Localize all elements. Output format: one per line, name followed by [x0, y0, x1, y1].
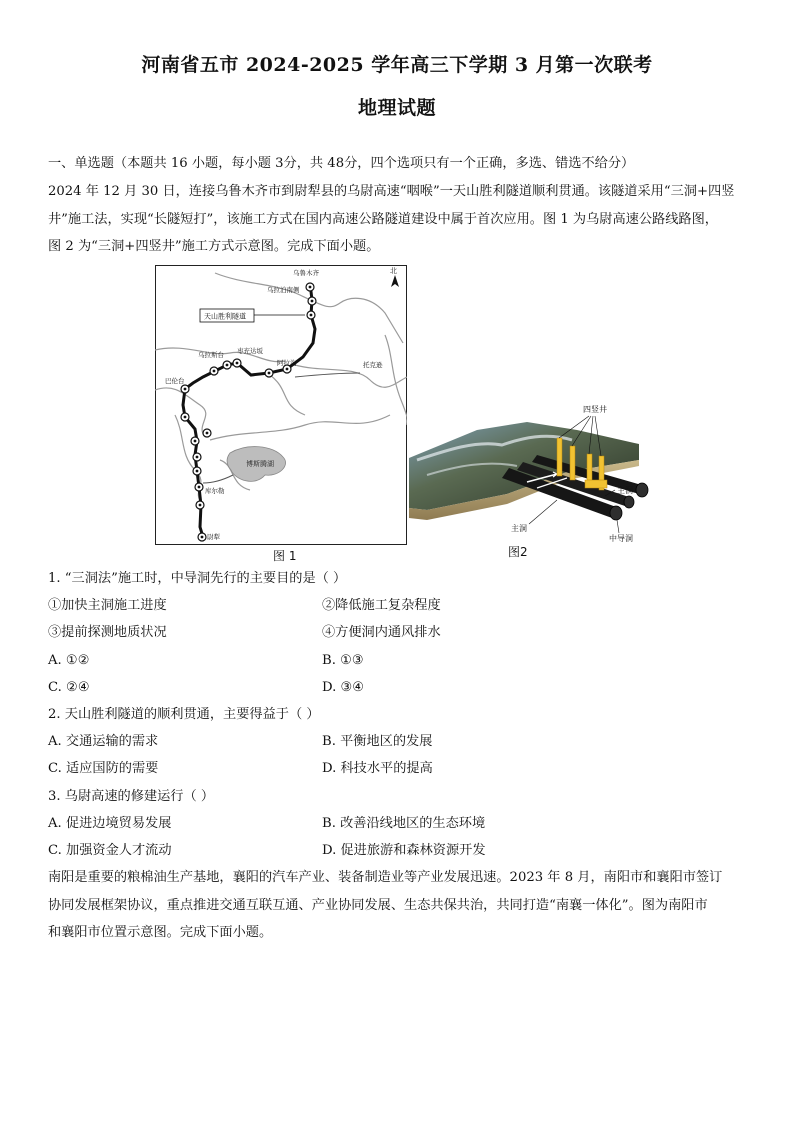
q2-option-a[interactable]: A. 交通运输的需求 — [48, 734, 159, 749]
label-bosihu: 博斯腾湖 — [246, 460, 274, 468]
callout-tianshan-tunnel: 天山胜利隧道 — [204, 312, 246, 321]
label-kuerle: 库尔勒 — [205, 487, 225, 495]
q1-option-d[interactable]: D. ③④ — [322, 680, 365, 695]
q2-option-c[interactable]: C. 适应国防的需要 — [48, 761, 159, 776]
q1-option-b[interactable]: B. ①③ — [322, 653, 364, 668]
label-wulasitai: 乌拉斯台 — [198, 351, 224, 359]
q1-sub-3: ③提前探测地质状况 — [48, 625, 167, 640]
figure1-caption: 图 1 — [273, 549, 297, 563]
exam-subtitle: 地理试题 — [357, 97, 436, 119]
figure1-route-map — [155, 265, 407, 545]
figure2-caption: 图2 — [508, 545, 528, 559]
label-main-tunnel-left: 主洞 — [511, 524, 527, 533]
q2-option-b[interactable]: B. 平衡地区的发展 — [322, 734, 433, 749]
figure2-tunnel-diagram — [407, 400, 657, 545]
q1-sub-1: ①加快主洞施工进度 — [48, 598, 167, 613]
q3-option-c[interactable]: C. 加强资金人才流动 — [48, 843, 172, 858]
q1-sub-2: ②降低施工复杂程度 — [322, 598, 441, 613]
q1-option-c[interactable]: C. ②④ — [48, 680, 90, 695]
q3-stem: 3. 乌尉高速的修建运行（ ） — [48, 789, 215, 804]
section-heading: 一、单选题（本题共 16 小题，每小题 3分，共 48分，四个选项只有一个正确，多选、错选不给分） — [48, 156, 635, 171]
q2-stem: 2. 天山胜利隧道的顺利贯通，主要得益于（ ） — [48, 707, 320, 722]
passage2-line-1: 南阳是重要的粮棉油生产基地，襄阳的汽车产业、装备制造业等产业发展迅速。2023 年 8 月，南阳市和襄阳市签订 — [48, 870, 723, 885]
label-aletan: 阿拉沟 — [277, 359, 297, 367]
q3-option-b[interactable]: B. 改善沿线地区的生态环境 — [322, 816, 486, 831]
passage1-line-3: 图 2 为“三洞+四竖井”施工方式示意图。完成下面小题。 — [48, 239, 380, 254]
label-yuli: 尉犁 — [207, 533, 220, 541]
passage2-line-2: 协同发展框架协议，重点推进交通互联互通、产业协同发展、生态共保共治，共同打造“南襄一体化”。图为南阳市 — [48, 898, 708, 913]
passage1-line-2: 井”施工法，实现“长隧短打”，该施工方式在国内高速公路隧道建设中属于首次应用。图 1 为乌尉高速公路线路图， — [48, 212, 718, 227]
label-bayan: 巴伦台 — [165, 377, 185, 385]
q1-sub-4: ④方便洞内通风排水 — [322, 625, 441, 640]
north-label: 北 — [390, 267, 397, 275]
passage2-line-3: 和襄阳市位置示意图。完成下面小题。 — [48, 925, 273, 940]
label-wulabo: 乌拉泊南侧 — [267, 286, 300, 294]
q3-option-d[interactable]: D. 促进旅游和森林资源开发 — [322, 843, 486, 858]
q1-option-a[interactable]: A. ①② — [48, 653, 90, 668]
exam-title: 河南省五市 2024-2025 学年高三下学期 3 月第一次联考 — [141, 54, 653, 76]
label-main-tunnel-right: 主洞 — [617, 486, 633, 495]
label-pilot-tunnel: 中导洞 — [609, 534, 633, 543]
label-four-shafts: 四竖井 — [583, 405, 607, 414]
label-tuokexun: 托克逊 — [363, 361, 383, 369]
q3-option-a[interactable]: A. 促进边境贸易发展 — [48, 816, 172, 831]
q2-option-d[interactable]: D. 科技水平的提高 — [322, 761, 433, 776]
label-xidie: 枣充达坂 — [237, 347, 263, 355]
label-wulumuqi: 乌鲁木齐 — [293, 269, 319, 277]
q1-stem: 1. “三洞法”施工时，中导洞先行的主要目的是（ ） — [48, 571, 347, 586]
passage1-line-1: 2024 年 12 月 30 日，连接乌鲁木齐市到尉犁县的乌尉高速“咽喉”一天山胜利隧道顺利贯通。该隧道采用“三洞+四竖 — [48, 184, 735, 199]
